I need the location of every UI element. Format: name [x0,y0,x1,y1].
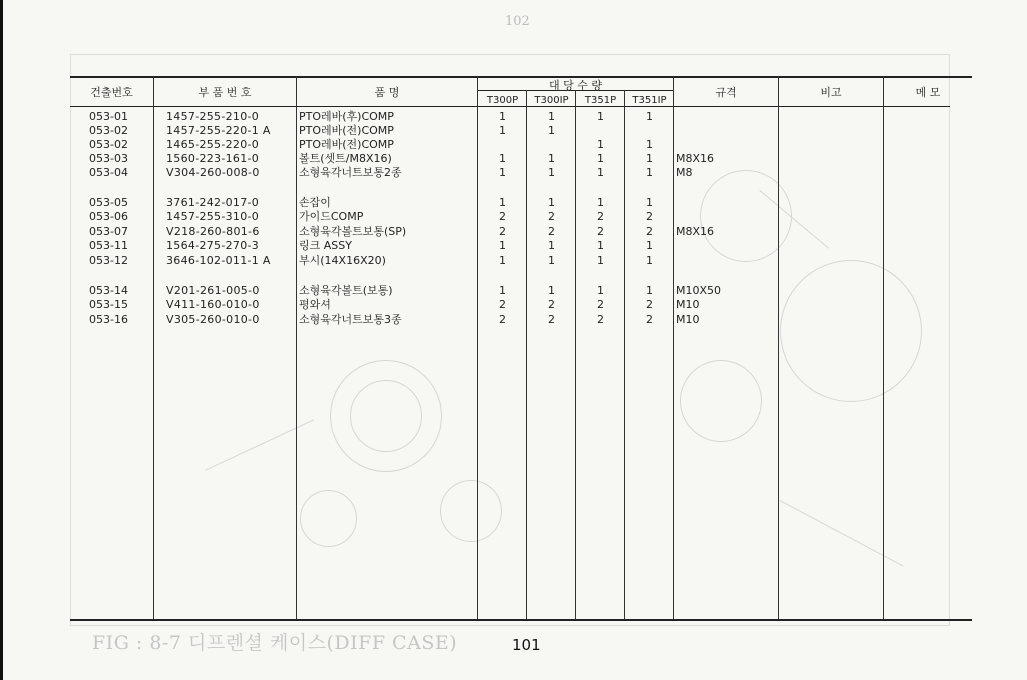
row-qty: 1 [548,124,555,137]
row-qty: 1 [597,196,604,209]
row-qty: 1 [548,239,555,252]
row-qty: 2 [597,210,604,223]
header-bottom-rule [70,106,950,107]
row-qty: 1 [646,166,653,179]
row-part-name: 소형육각너트보통3종 [299,313,402,326]
row-qty: 1 [548,254,555,267]
table-row [70,196,972,210]
row-qty: 2 [597,298,604,311]
header-part-name: 품 명 [374,86,400,99]
row-part-name: 소형육각볼트보통(SP) [299,225,407,238]
row-qty: 1 [499,254,506,267]
row-code: 053-01 [89,110,128,123]
row-qty: 2 [499,210,506,223]
row-part-number: 1465-255-220-0 [166,138,260,151]
row-qty: 1 [548,152,555,165]
row-qty: 1 [597,284,604,297]
row-qty: 2 [499,298,506,311]
row-qty: 2 [597,225,604,238]
row-code: 053-02 [89,138,128,151]
row-qty: 2 [548,298,555,311]
row-qty: 2 [548,210,555,223]
row-spec: M10X50 [676,284,722,297]
row-part-name: 손잡이 [299,196,331,209]
row-part-name: 평와셔 [299,298,331,311]
row-part-name: 링크 ASSY [299,239,352,252]
row-part-name: 부시(14X16X20) [299,254,386,267]
header-model: T351P [584,95,617,106]
row-spec: M10 [676,313,700,326]
header-spec: 규격 [715,86,737,99]
page-number: 101 [512,636,541,654]
row-part-number: V201-261-005-0 [166,284,260,297]
table-row [70,313,972,327]
row-spec: M8X16 [676,225,715,238]
bleed-through-figure-caption: FIG : 8-7 디프렌셜 케이스(DIFF CASE) [92,632,458,654]
row-qty: 2 [499,225,506,238]
header-remark: 비고 [820,86,842,99]
table-row [70,110,972,124]
row-qty: 2 [646,298,653,311]
row-qty: 1 [499,239,506,252]
row-part-number: 3646-102-011-1 A [166,254,271,267]
header-model: T351IP [632,95,667,106]
row-part-number: 3761-242-017-0 [166,196,260,209]
row-part-name: 소형육각너트보통2종 [299,166,402,179]
row-qty: 2 [646,313,653,326]
row-qty: 1 [548,196,555,209]
row-qty: 1 [499,166,506,179]
row-code: 053-04 [89,166,128,179]
row-qty: 1 [499,124,506,137]
row-qty: 1 [548,166,555,179]
row-code: 053-12 [89,254,128,267]
row-spec: M8 [676,166,693,179]
row-qty: 1 [597,152,604,165]
row-code: 053-16 [89,313,128,326]
table-row [70,225,972,239]
row-code: 053-03 [89,152,128,165]
table-row [70,284,972,298]
row-qty: 1 [499,152,506,165]
row-code: 053-05 [89,196,128,209]
row-part-number: 1457-255-210-0 [166,110,260,123]
row-qty: 1 [646,254,653,267]
row-qty: 1 [597,110,604,123]
parts-table [70,76,972,620]
row-code: 053-02 [89,124,128,137]
table-row [70,210,972,224]
row-qty: 1 [597,138,604,151]
row-qty: 1 [548,110,555,123]
row-part-number: 1560-223-161-0 [166,152,260,165]
row-qty: 1 [499,196,506,209]
row-code: 053-06 [89,210,128,223]
table-row [70,166,972,180]
bleed-through-page-number: 102 [505,14,530,29]
table-row [70,124,972,138]
row-qty: 1 [548,284,555,297]
table-row [70,239,972,253]
header-memo: 메 모 [915,86,941,99]
table-row [70,152,972,166]
row-part-number: V304-260-008-0 [166,166,260,179]
row-part-number: V305-260-010-0 [166,313,260,326]
row-qty: 2 [499,313,506,326]
table-row [70,254,972,268]
row-qty: 1 [597,166,604,179]
table-row [70,138,972,152]
row-part-name: 가이드COMP [299,210,364,223]
row-spec: M8X16 [676,152,715,165]
row-qty: 1 [499,110,506,123]
row-code: 053-15 [89,298,128,311]
row-part-name: 볼트(셋트/M8X16) [299,152,392,165]
row-qty: 1 [646,239,653,252]
row-part-name: 소형육각볼트(보통) [299,284,393,297]
row-part-name: PTO레바(후)COMP [299,110,394,123]
row-code: 053-07 [89,225,128,238]
row-part-number: 1564-275-270-3 [166,239,260,252]
table-bottom-rule [70,619,972,621]
header-quantity: 대 당 수 량 [549,79,602,92]
row-qty: 2 [597,313,604,326]
page-edge [0,0,3,680]
row-qty: 2 [548,225,555,238]
row-part-number: V411-160-010-0 [166,298,260,311]
header-code: 건출번호 [90,86,133,99]
row-qty: 1 [646,152,653,165]
row-qty: 1 [597,239,604,252]
row-code: 053-14 [89,284,128,297]
row-part-number: 1457-255-310-0 [166,210,260,223]
row-qty: 1 [646,110,653,123]
row-qty: 1 [646,284,653,297]
row-qty: 2 [548,313,555,326]
row-qty: 1 [499,284,506,297]
header-model: T300IP [534,95,569,106]
row-qty: 1 [597,254,604,267]
header-model: T300P [486,95,519,106]
row-qty: 2 [646,210,653,223]
row-qty: 1 [646,138,653,151]
row-part-number: 1457-255-220-1 A [166,124,271,137]
row-part-number: V218-260-801-6 [166,225,260,238]
table-row [70,298,972,312]
row-code: 053-11 [89,239,128,252]
header-part-number: 부 품 번 호 [198,86,252,99]
row-qty: 2 [646,225,653,238]
row-part-name: PTO레바(전)COMP [299,124,394,137]
row-spec: M10 [676,298,700,311]
row-qty: 1 [646,196,653,209]
row-part-name: PTO레바(전)COMP [299,138,394,151]
